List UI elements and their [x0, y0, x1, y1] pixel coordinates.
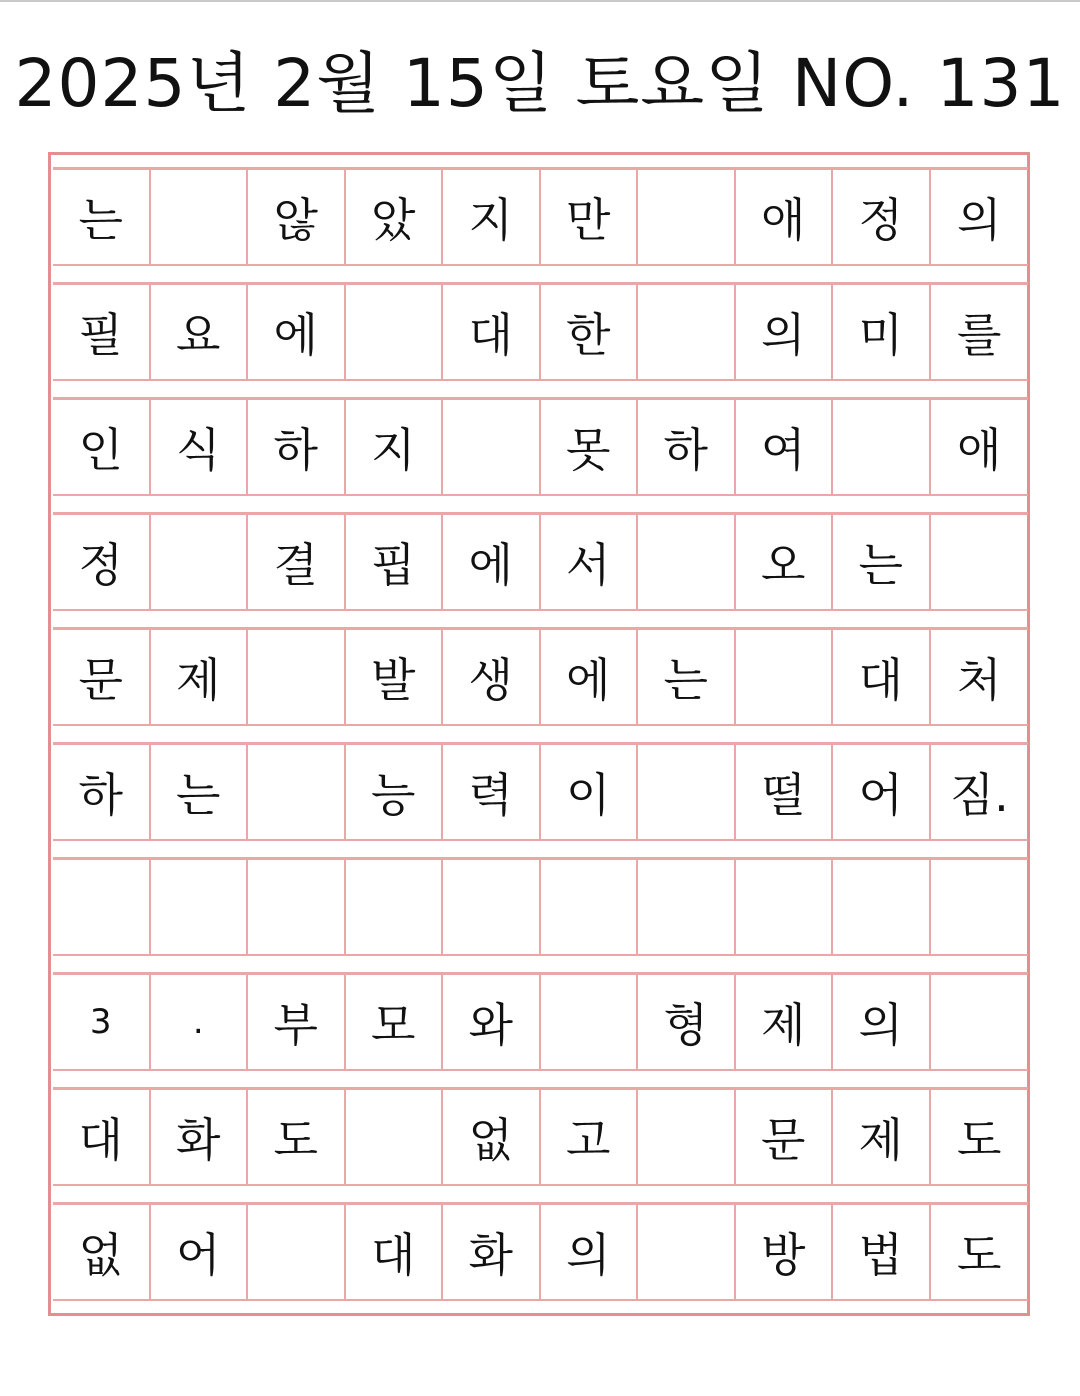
grid-cell: 의 — [833, 975, 931, 1069]
grid-cell: 의 — [736, 285, 834, 379]
manuscript-row — [53, 1087, 1028, 1186]
grid-cell — [833, 400, 931, 494]
grid-cell: 문 — [736, 1090, 834, 1184]
grid-cell — [931, 515, 1029, 609]
grid-cell — [151, 170, 249, 264]
grid-cell: 하 — [248, 400, 346, 494]
grid-cell: 에 — [443, 515, 541, 609]
grid-cell: 발 — [346, 630, 444, 724]
grid-cell: 하 — [638, 400, 736, 494]
manuscript-row — [53, 282, 1028, 381]
grid-cell: 의 — [541, 1205, 639, 1299]
grid-cell — [248, 1205, 346, 1299]
grid-cell: 미 — [833, 285, 931, 379]
grid-cell — [638, 1090, 736, 1184]
manuscript-row — [53, 972, 1028, 1071]
grid-cell — [541, 975, 639, 1069]
top-divider — [0, 0, 1080, 2]
grid-cell: 지 — [346, 400, 444, 494]
grid-cell: 에 — [248, 285, 346, 379]
manuscript-row — [53, 397, 1028, 496]
grid-cell — [638, 860, 736, 954]
manuscript-row — [53, 512, 1028, 611]
grid-cell: 화 — [443, 1205, 541, 1299]
grid-cell: 지 — [443, 170, 541, 264]
grid-cell: 애 — [957, 423, 1002, 477]
grid-cell — [151, 515, 249, 609]
grid-cell — [736, 860, 834, 954]
grid-cell — [638, 515, 736, 609]
manuscript-row — [53, 627, 1028, 726]
grid-cell — [346, 1090, 444, 1184]
grid-cell: 하 — [53, 745, 151, 839]
grid-cell: 았 — [346, 170, 444, 264]
grid-cell: 대 — [833, 630, 931, 724]
grid-cell: 만 — [541, 170, 639, 264]
grid-cell: 고 — [541, 1090, 639, 1184]
grid-cell — [346, 860, 444, 954]
grid-cell: 의 — [957, 193, 1002, 247]
grid-cell — [638, 1205, 736, 1299]
grid-cell: 서 — [541, 515, 639, 609]
grid-cell — [346, 285, 444, 379]
grid-cell — [638, 745, 736, 839]
grid-cell: 어 — [151, 1205, 249, 1299]
manuscript-row — [53, 857, 1028, 956]
grid-cell: 한 — [541, 285, 639, 379]
grid-cell: 능 — [346, 745, 444, 839]
grid-cell: 제 — [151, 630, 249, 724]
grid-cell — [638, 285, 736, 379]
grid-cell: 형 — [638, 975, 736, 1069]
grid-cell: 필 — [53, 285, 151, 379]
grid-cell: 처 — [957, 653, 1002, 707]
grid-cell: 를 — [957, 308, 1002, 362]
grid-cell: 생 — [443, 630, 541, 724]
grid-cell: 부 — [248, 975, 346, 1069]
grid-cell: 는 — [638, 630, 736, 724]
grid-cell — [931, 975, 1029, 1069]
grid-cell — [736, 630, 834, 724]
grid-cell: 대 — [53, 1090, 151, 1184]
page-title: 2025년 2월 15일 토요일 NO. 131 — [14, 45, 1066, 122]
grid-cell: 법 — [833, 1205, 931, 1299]
grid-cell: 대 — [346, 1205, 444, 1299]
grid-cell: 와 — [443, 975, 541, 1069]
grid-cell — [151, 860, 249, 954]
grid-cell: 는 — [53, 170, 151, 264]
grid-cell: 이 — [541, 745, 639, 839]
grid-cell: 짐. — [949, 768, 1009, 822]
grid-cell: 결 — [248, 515, 346, 609]
grid-cell: 제 — [736, 975, 834, 1069]
grid-cell: 정 — [53, 515, 151, 609]
grid-cell: 여 — [736, 400, 834, 494]
grid-cell: 인 — [53, 400, 151, 494]
grid-cell — [248, 630, 346, 724]
grid-cell: 문 — [53, 630, 151, 724]
grid-cell — [931, 860, 1029, 954]
grid-cell: . — [151, 975, 249, 1069]
grid-cell: 도 — [248, 1090, 346, 1184]
grid-cell: 는 — [833, 515, 931, 609]
grid-cell: 오 — [736, 515, 834, 609]
grid-cell — [541, 860, 639, 954]
grid-cell: 대 — [443, 285, 541, 379]
grid-cell: 못 — [541, 400, 639, 494]
grid-cell — [248, 745, 346, 839]
grid-cell: 않 — [248, 170, 346, 264]
grid-cell: 는 — [151, 745, 249, 839]
grid-cell: 에 — [541, 630, 639, 724]
grid-cell: 도 — [957, 1113, 1002, 1167]
grid-cell: 요 — [151, 285, 249, 379]
manuscript-sheet — [48, 152, 1030, 1316]
grid-cell — [833, 860, 931, 954]
grid-cell: 3 — [53, 975, 151, 1069]
grid-cell — [53, 860, 151, 954]
grid-cell: 방 — [736, 1205, 834, 1299]
manuscript-row — [53, 167, 1028, 266]
grid-cell: 없 — [53, 1205, 151, 1299]
manuscript-row — [53, 742, 1028, 841]
grid-cell: 어 — [833, 745, 931, 839]
grid-cell: 떨 — [736, 745, 834, 839]
grid-cell: 식 — [151, 400, 249, 494]
manuscript-row — [53, 1202, 1028, 1301]
grid-cell — [638, 170, 736, 264]
grid-cell: 도 — [957, 1228, 1002, 1282]
grid-cell: 핍 — [346, 515, 444, 609]
grid-cell: 화 — [151, 1090, 249, 1184]
grid-cell: 력 — [443, 745, 541, 839]
grid-cell — [443, 400, 541, 494]
grid-cell — [248, 860, 346, 954]
grid-cell: 모 — [346, 975, 444, 1069]
grid-cell — [443, 860, 541, 954]
grid-cell: 제 — [833, 1090, 931, 1184]
grid-cell: 애 — [736, 170, 834, 264]
grid-cell: 없 — [443, 1090, 541, 1184]
grid-cell: 정 — [833, 170, 931, 264]
